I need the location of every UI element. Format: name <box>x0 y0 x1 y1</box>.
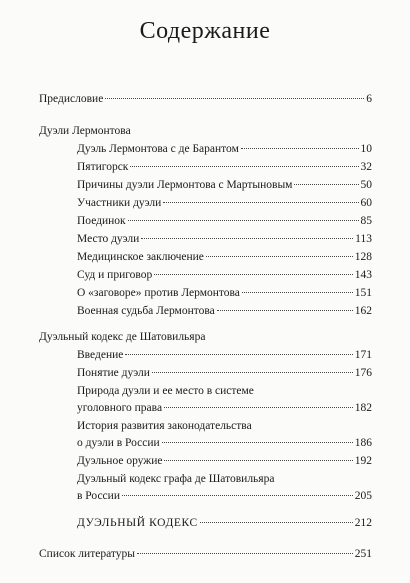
toc-entry-page: 182 <box>354 402 372 414</box>
leader-dots <box>164 460 352 461</box>
toc-entry[interactable] <box>77 286 372 300</box>
toc-entry-label: Список литературы <box>39 548 135 560</box>
toc-entry-label: уголовного права <box>77 402 163 414</box>
leader-dots <box>128 220 359 221</box>
toc-entry[interactable] <box>77 436 372 450</box>
toc-entry-page: 128 <box>354 251 372 263</box>
toc-entry-page: 6 <box>366 93 372 105</box>
toc-entry-label: Причины дуэли Лермонтова с Мартыновым <box>77 179 293 191</box>
leader-dots <box>130 166 358 167</box>
toc-entry-label: Участники дуэли <box>77 197 162 209</box>
toc-entry-label: в России <box>77 490 120 502</box>
toc-entry-preface[interactable] <box>39 92 372 106</box>
toc-entry-label: ДУЭЛЬНЫЙ КОДЕКС <box>77 517 198 529</box>
toc-entry-label: Пятигорск <box>77 161 129 173</box>
toc-entry[interactable] <box>77 268 372 282</box>
leader-dots <box>163 202 358 203</box>
toc-entry-page: 205 <box>354 490 372 502</box>
toc-entry[interactable] <box>77 366 372 380</box>
toc-entry-label-line1: История развития законодательства <box>77 420 252 432</box>
toc-entry-page: 60 <box>360 197 372 209</box>
toc-entry-label: Военная судьба Лермонтова <box>77 305 215 317</box>
leader-dots <box>122 495 353 496</box>
toc-entry-label-line1: Природа дуэли и ее место в системе <box>77 385 254 397</box>
toc-entry-page: 186 <box>354 437 372 449</box>
toc-entry-page: 151 <box>354 287 372 299</box>
toc-entry-page: 192 <box>354 455 372 467</box>
leader-dots <box>241 148 359 149</box>
toc-entry-label-line1: Дуэльный кодекс графа де Шатовильяра <box>77 473 275 485</box>
toc-entry-label: Введение <box>77 349 124 361</box>
toc-entry[interactable] <box>77 348 372 362</box>
toc-entry[interactable] <box>77 401 372 415</box>
leader-dots <box>141 238 353 239</box>
toc-entry-label: Предисловие <box>39 93 104 105</box>
leader-dots <box>154 274 352 275</box>
leader-dots <box>105 98 364 99</box>
leader-dots <box>200 522 353 523</box>
leader-dots <box>152 372 353 373</box>
toc-entry-page: 143 <box>354 269 372 281</box>
toc-entry-page: 176 <box>354 367 372 379</box>
toc-entry-page: 251 <box>354 548 372 560</box>
toc-entry[interactable] <box>77 489 372 503</box>
toc-entry-page: 113 <box>355 233 372 245</box>
section-heading-code: Дуэльный кодекс де Шатовильяра <box>39 331 206 343</box>
leader-dots <box>137 553 353 554</box>
toc-entry-page: 85 <box>360 215 372 227</box>
toc-entry-label: Дуэль Лермонтова с де Барантом <box>77 143 239 155</box>
toc-entry[interactable] <box>77 142 372 156</box>
toc-entry-label: о дуэли в России <box>77 437 160 449</box>
toc-entry-label: Поединок <box>77 215 126 227</box>
leader-dots <box>164 407 353 408</box>
toc-entry[interactable] <box>77 232 372 246</box>
toc-entry-label: Дуэльное оружие <box>77 455 163 467</box>
toc-entry-page: 50 <box>360 179 372 191</box>
leader-dots <box>242 292 353 293</box>
leader-dots <box>125 354 352 355</box>
toc-entry[interactable] <box>77 178 372 192</box>
toc-entry[interactable] <box>77 304 372 318</box>
toc-entry-code[interactable] <box>77 516 372 530</box>
toc-entry[interactable] <box>77 454 372 468</box>
toc-entry-label: Медицинское заключение <box>77 251 204 263</box>
toc-entry-page: 212 <box>354 517 372 529</box>
toc-entry-bibliography[interactable] <box>39 547 372 561</box>
leader-dots <box>206 256 353 257</box>
toc-entry-label: О «заговоре» против Лермонтова <box>77 287 240 299</box>
page-title: Содержание <box>139 18 271 44</box>
toc-entry[interactable] <box>77 250 372 264</box>
toc-entry-label: Понятие дуэли <box>77 367 150 379</box>
toc-entry-page: 32 <box>360 161 372 173</box>
toc-entry-label: Место дуэли <box>77 233 140 245</box>
toc-entry-page: 171 <box>354 349 372 361</box>
leader-dots <box>294 184 358 185</box>
leader-dots <box>217 310 353 311</box>
toc-entry-label: Суд и приговор <box>77 269 153 281</box>
section-heading-duels: Дуэли Лермонтова <box>39 125 131 137</box>
toc-entry-page: 10 <box>360 143 372 155</box>
toc-entry[interactable] <box>77 160 372 174</box>
leader-dots <box>162 442 353 443</box>
toc-entry-page: 162 <box>354 305 372 317</box>
toc-entry[interactable] <box>77 214 372 228</box>
toc-entry[interactable] <box>77 196 372 210</box>
